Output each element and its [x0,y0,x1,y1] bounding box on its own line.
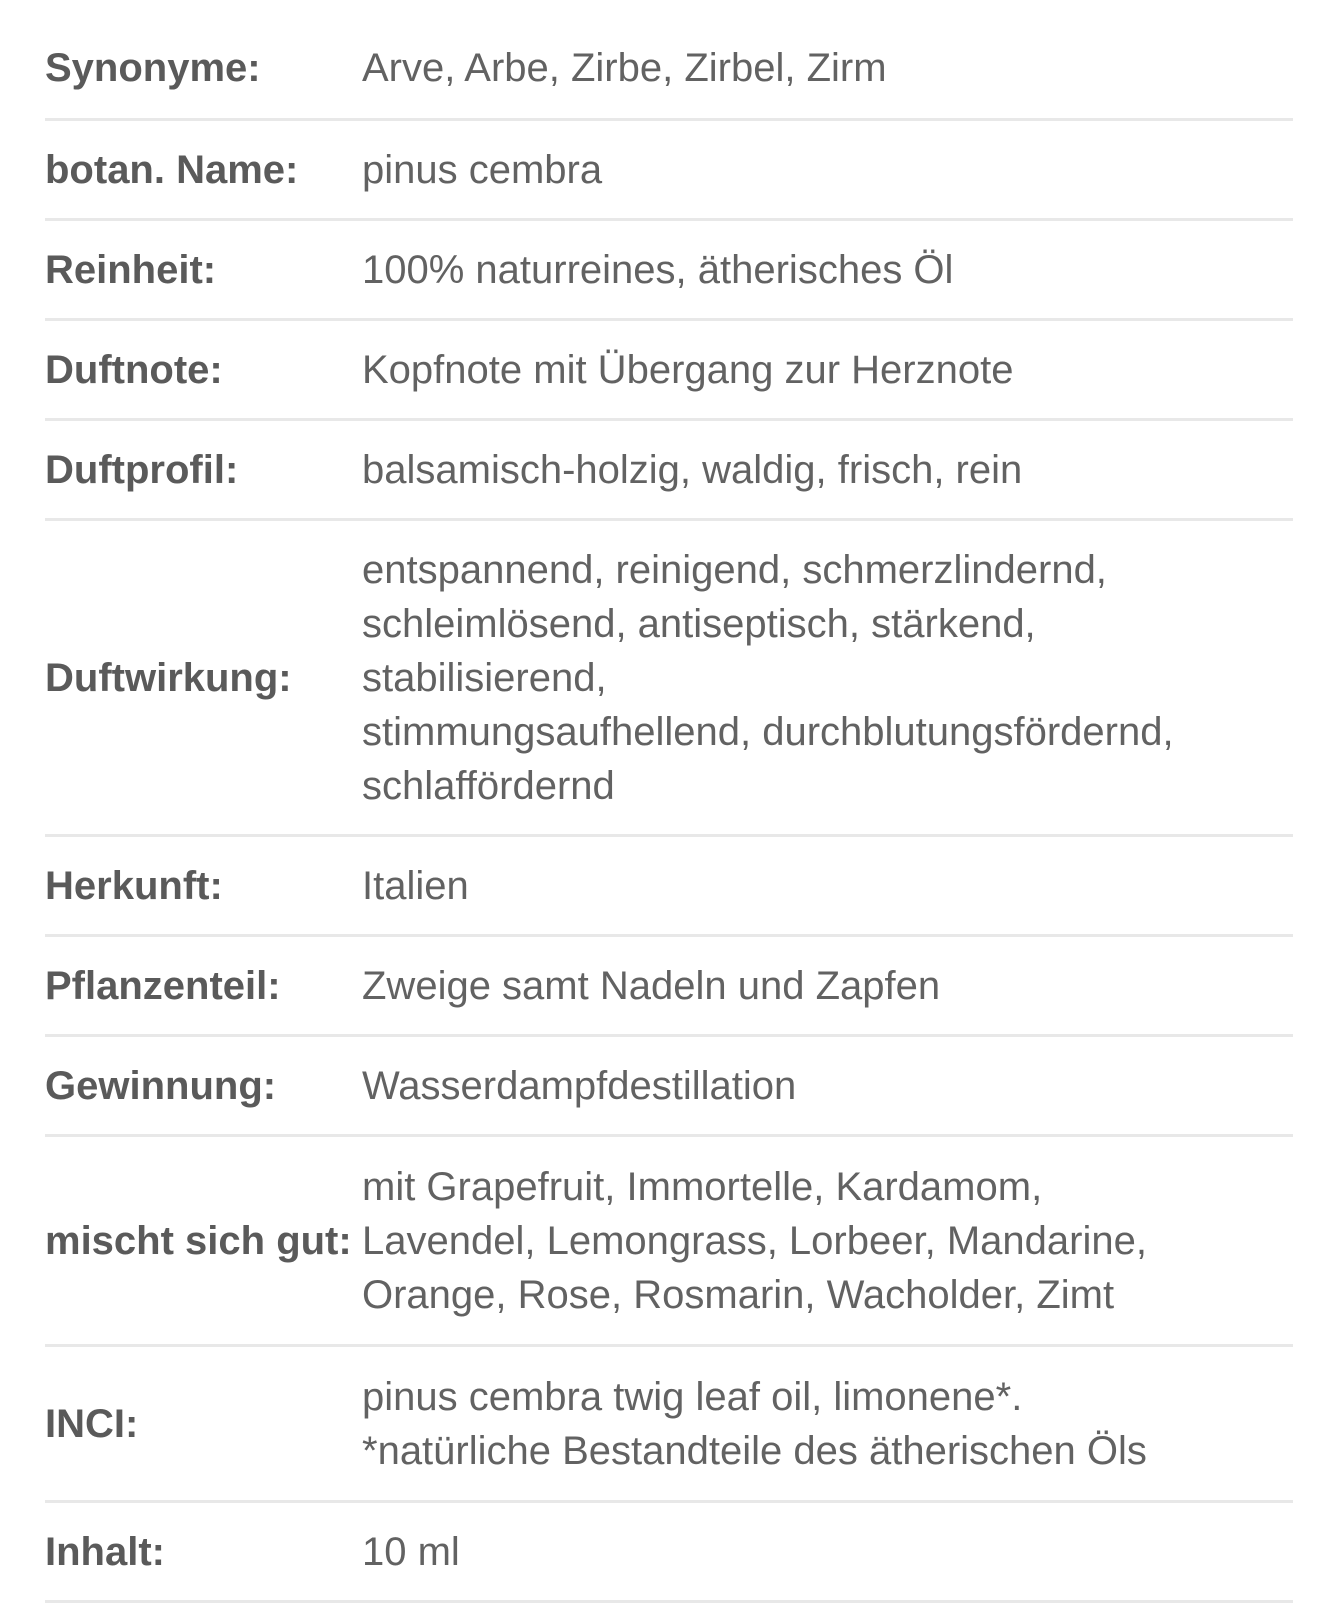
spec-value: Wasserdampfdestillation [362,1063,797,1108]
spec-value: Zweige samt Nadeln und Zapfen [362,963,941,1008]
spec-row-synonyme [45,18,1293,121]
spec-row-duftprofil [45,421,1293,521]
spec-value: mit Grapefruit, Immortelle, Kardamom, Lavendel, Lemongrass, Lorbeer, Mandarine, Orange, Rose, Rosmarin, Wacholder, Zimt [362,1164,1147,1317]
spec-label: INCI: [45,1401,139,1446]
spec-label: botan. Name: [45,147,299,192]
spec-label: Pflanzenteil: [45,963,281,1008]
spec-row-duftnote [45,321,1293,421]
spec-value: Italien [362,863,469,908]
spec-label: Reinheit: [45,247,217,292]
spec-value: Kopfnote mit Übergang zur Herznote [362,347,1014,392]
spec-value: pinus cembra [362,147,603,192]
spec-value: balsamisch-holzig, waldig, frisch, rein [362,447,1023,492]
spec-label: Synonyme: [45,46,261,90]
spec-value: pinus cembra twig leaf oil, limonene*. *natürliche Bestandteile des ätherischen Öls [362,1374,1147,1473]
spec-value: 10 ml [362,1529,460,1574]
spec-row-reinheit [45,221,1293,321]
spec-value: entspannend, reinigend, schmerzlindernd, schleimlösend, antiseptisch, stärkend, stabilisierend, stimmungsaufhellend, durchblutungsfördernd, schlaffördernd [362,547,1174,808]
spec-row-pflanzenteil [45,937,1293,1037]
spec-label: Inhalt: [45,1529,165,1574]
spec-label: Duftnote: [45,347,223,392]
spec-value: Arve, Arbe, Zirbe, Zirbel, Zirm [362,46,887,90]
spec-row-duftwirkung [45,521,1293,837]
spec-row-inci [45,1347,1293,1503]
spec-row-inhalt [45,1503,1293,1603]
spec-label: mischt sich gut: [45,1218,352,1263]
spec-row-mischt-sich-gut [45,1137,1293,1347]
spec-row-herkunft [45,837,1293,937]
spec-row-botan-name [45,121,1293,221]
product-spec-table [45,18,1293,1603]
spec-label: Gewinnung: [45,1063,277,1108]
spec-row-gewinnung [45,1037,1293,1137]
spec-label: Duftprofil: [45,447,239,492]
spec-label: Herkunft: [45,863,223,908]
spec-value: 100% naturreines, ätherisches Öl [362,247,954,292]
spec-label: Duftwirkung: [45,655,292,700]
